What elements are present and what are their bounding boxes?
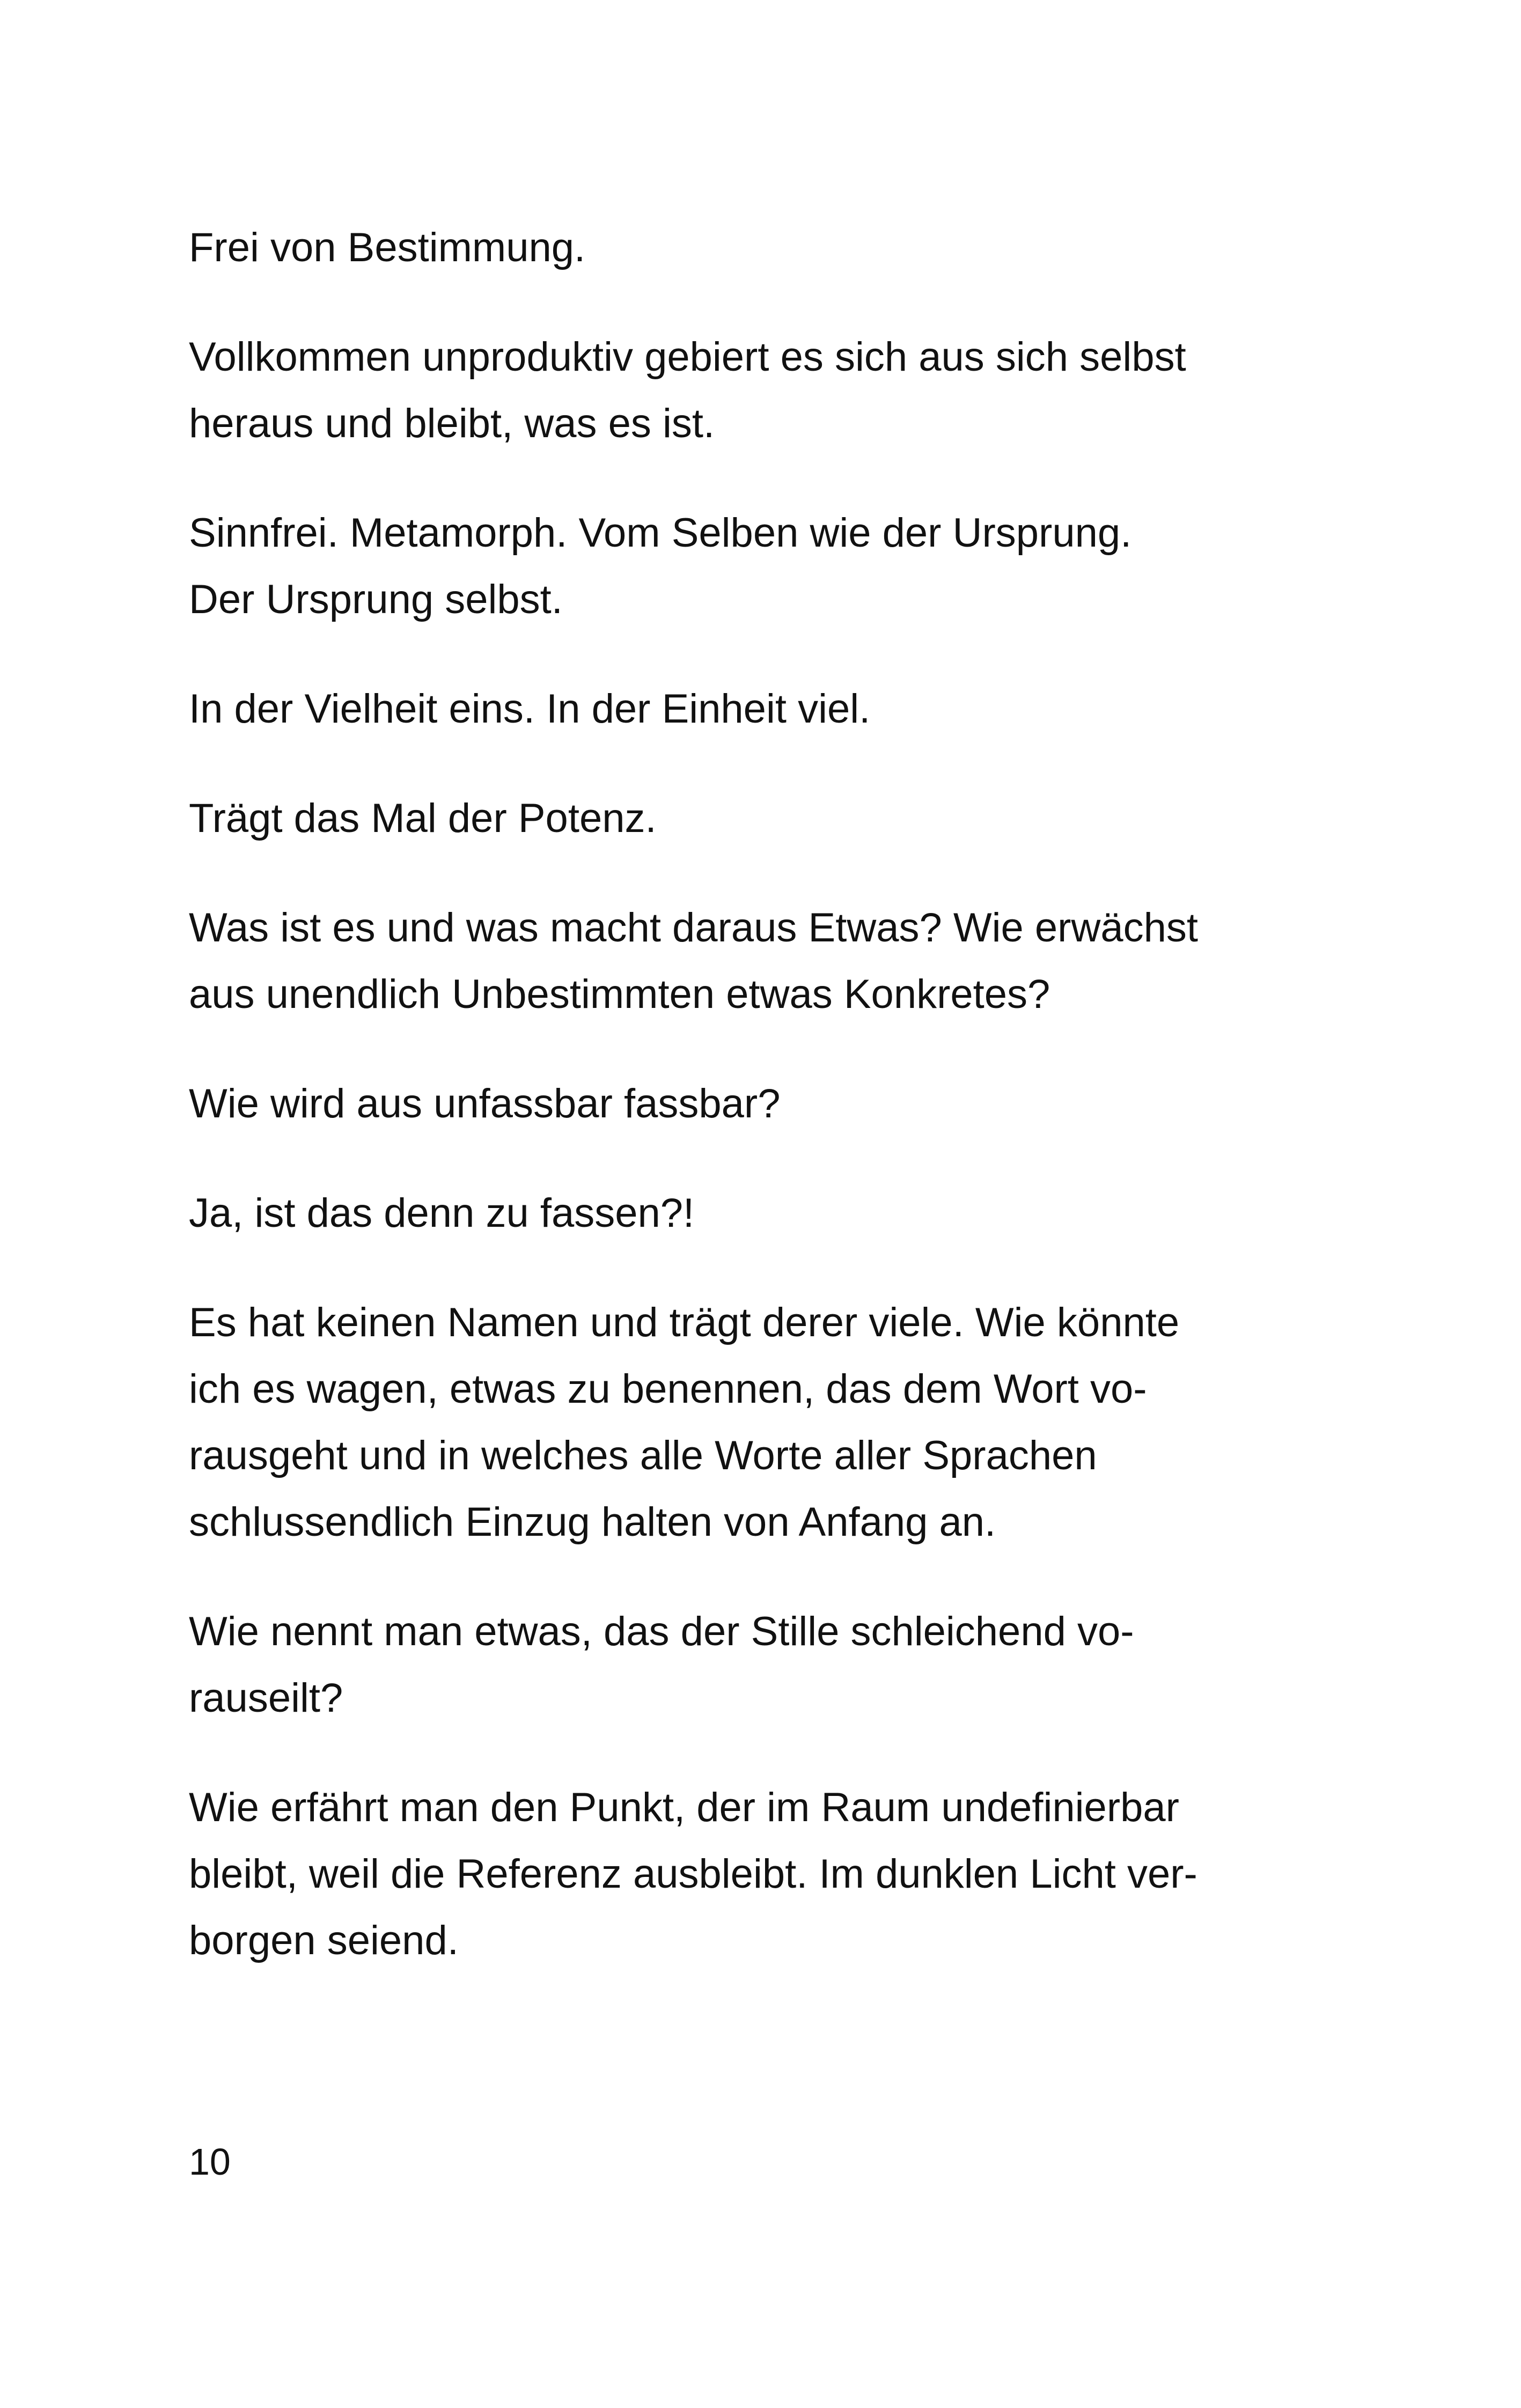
paragraph-7: Wie wird aus unfassbar fassbar? <box>189 1081 781 1126</box>
paragraph-9: Es hat keinen Namen und trägt derer viele. Wie könnte ich es wagen, etwas zu benennen, das dem Wort vo- rausgeht und in welches alle Worte aller Sprachen schlussendlich Einzug halten von Anfang an. <box>189 1300 1180 1545</box>
paragraph-5: Trägt das Mal der Potenz. <box>189 796 657 841</box>
paragraph-4: In der Vielheit eins. In der Einheit viel. <box>189 686 871 732</box>
paragraph-11: Wie erfährt man den Punkt, der im Raum undefinierbar bleibt, weil die Referenz ausbleibt. Im dunklen Licht ver- borgen seiend. <box>189 1785 1197 1963</box>
paragraph-1: Frei von Bestimmung. <box>189 225 586 270</box>
body-text <box>189 215 1337 2017</box>
paragraph-2: Vollkommen unproduktiv gebiert es sich aus sich selbst heraus und bleibt, was es ist. <box>189 334 1186 446</box>
page-number: 10 <box>189 2141 231 2183</box>
paragraph-8: Ja, ist das denn zu fassen?! <box>189 1190 695 1236</box>
paragraph-3: Sinnfrei. Metamorph. Vom Selben wie der Ursprung. Der Ursprung selbst. <box>189 510 1132 622</box>
paragraph-6: Was ist es und was macht daraus Etwas? Wie erwächst aus unendlich Unbestimmten etwas Konkretes? <box>189 905 1198 1017</box>
paragraph-10: Wie nennt man etwas, das der Stille schleichend vo- rauseilt? <box>189 1609 1134 1721</box>
